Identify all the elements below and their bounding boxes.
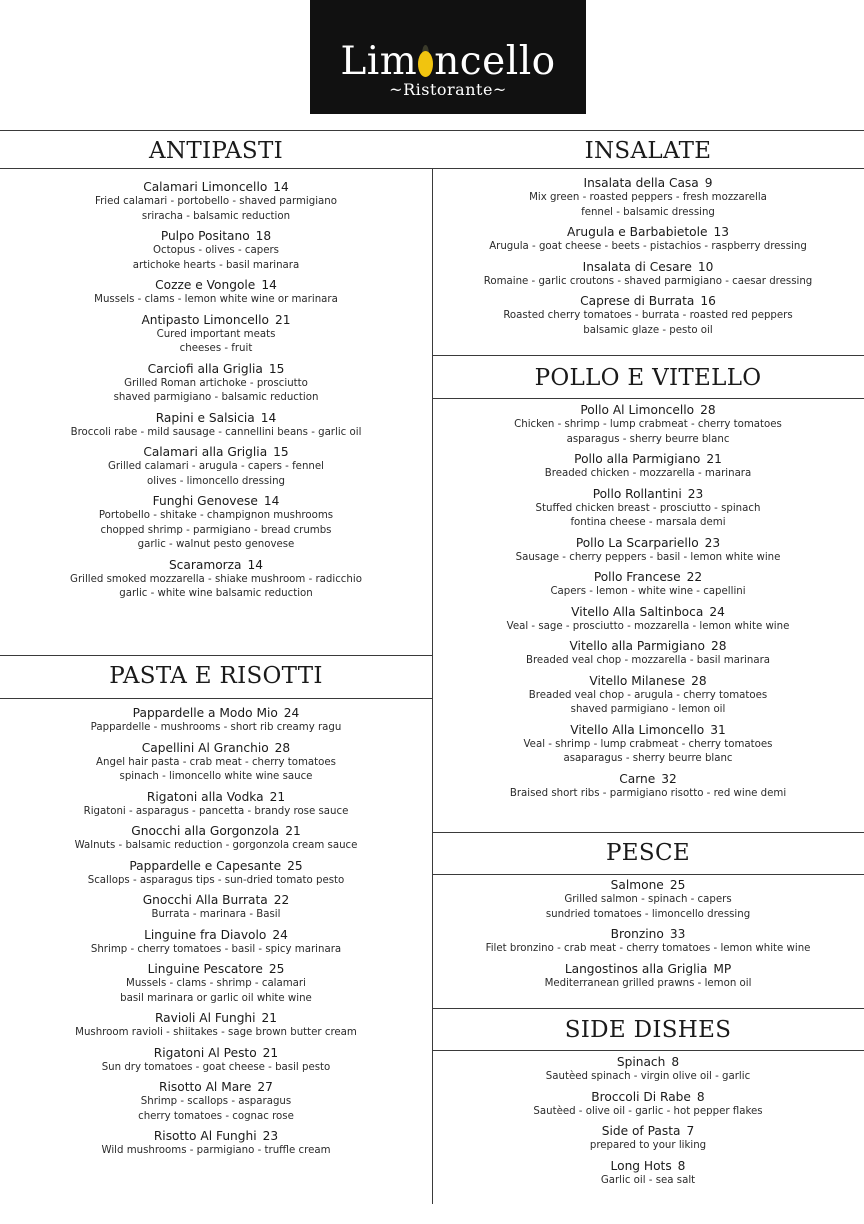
menu-item	[432, 570, 864, 600]
divider	[432, 398, 864, 399]
menu-item-name: Rapini e Salsicia	[155, 410, 255, 425]
menu-item-name: Caprese di Burrata	[580, 294, 695, 308]
divider	[432, 168, 864, 169]
menu-item-heading	[432, 260, 864, 275]
menu-item-description	[432, 738, 864, 767]
description-line: Burrata - marinara - Basil	[151, 909, 281, 920]
menu-item-heading	[432, 605, 864, 620]
menu-item-heading	[432, 1159, 864, 1174]
menu-item	[0, 1046, 432, 1076]
description-line: basil marinara or garlic oil white wine	[120, 992, 312, 1004]
description-line: Romaine - garlic croutons - shaved parmigiano - caesar dressing	[483, 275, 813, 287]
menu-item-heading	[0, 741, 432, 756]
menu-item-name: Pollo Al Limoncello	[580, 403, 695, 417]
description-line: Shrimp - cherry tomatoes - basil - spicy marinara	[90, 943, 342, 955]
menu-item-description	[432, 1139, 864, 1154]
description-line: Mussels - clams - lemon white wine or marinara	[94, 294, 338, 305]
menu-item-description	[432, 309, 864, 338]
menu-item-price: 8	[696, 1089, 705, 1104]
menu-item-name: Pappardelle a Modo Mio	[132, 706, 278, 720]
menu-item-description	[432, 1070, 864, 1085]
menu-item-name: Broccoli Di Rabe	[591, 1089, 691, 1104]
menu-item-description	[432, 502, 864, 531]
menu-item-heading	[432, 1090, 864, 1105]
logo-title: Lim ncello	[340, 39, 556, 84]
description-line: fontina cheese - marsala demi	[570, 517, 726, 528]
description-line: chopped shrimp - parmigiano - bread crumbs	[100, 524, 332, 536]
description-line: spinach - limoncello white wine sauce	[119, 771, 313, 782]
description-line: Fried calamari - portobello - shaved parmigiano	[95, 196, 337, 207]
menu-item-name: Gnocchi alla Gorgonzola	[131, 824, 280, 838]
menu-item-price: 28	[274, 740, 291, 755]
menu-item-name: Risotto Al Mare	[159, 1080, 252, 1094]
menu-item-name: Arugula e Barbabietole	[567, 225, 708, 239]
menu-item-description	[0, 377, 432, 406]
menu-item-description	[432, 787, 864, 802]
menu-item	[432, 878, 864, 922]
description-line: Veal - sage - prosciutto - mozzarella - lemon white wine	[506, 620, 790, 632]
description-line: Filet bronzino - crab meat - cherry tomatoes - lemon white wine	[485, 943, 811, 954]
menu-item-price: 21	[275, 312, 291, 327]
divider	[432, 1008, 864, 1009]
description-line: Mediterranean grilled prawns - lemon oil	[544, 977, 752, 989]
menu-item-name: Antipasto Limoncello	[141, 312, 270, 327]
description-line: Grilled calamari - arugula - capers - fennel	[108, 461, 324, 472]
section-title-sides: SIDE DISHES	[564, 1017, 732, 1043]
menu-item-description	[0, 1144, 432, 1159]
menu-item-name: Linguine Pescatore	[147, 962, 263, 976]
divider	[432, 1050, 864, 1051]
menu-item-description	[0, 977, 432, 1006]
description-line: Octopus - olives - capers	[153, 245, 279, 256]
menu-item-price: 25	[268, 962, 285, 976]
menu-item-price: 22	[273, 893, 290, 907]
menu-item-heading	[0, 824, 432, 839]
menu-item-description	[0, 908, 432, 923]
menu-item-name: Cozze e Vongole	[155, 278, 256, 292]
menu-item-description	[0, 805, 432, 820]
description-line: asparagus - sherry beurre blanc	[566, 433, 730, 445]
menu-item-heading	[432, 772, 864, 787]
menu-item-price: 21	[261, 1011, 278, 1025]
menu-item	[0, 180, 432, 224]
menu-item-heading	[0, 928, 432, 943]
sides-list	[432, 1055, 864, 1193]
menu-item-description	[432, 1105, 864, 1120]
menu-item-heading	[0, 278, 432, 293]
menu-item-name: Pulpo Positano	[160, 229, 250, 243]
menu-item	[432, 1055, 864, 1085]
description-line: Breaded chicken - mozzarella - marinara	[544, 468, 752, 479]
menu-item-name: Pollo Rollantini	[592, 486, 682, 501]
menu-item-heading	[0, 893, 432, 908]
menu-item-price: 31	[710, 722, 726, 737]
menu-item-name: Pollo alla Parmigiano	[574, 452, 701, 466]
menu-item	[0, 706, 432, 736]
menu-item	[0, 411, 432, 441]
menu-item-heading	[0, 558, 432, 573]
section-title-antipasti: ANTIPASTI	[148, 138, 284, 164]
menu-item-description	[432, 1174, 864, 1189]
menu-item-description	[0, 293, 432, 308]
menu-item	[0, 313, 432, 357]
menu-item-heading	[432, 962, 864, 977]
menu-item	[432, 225, 864, 255]
divider	[0, 655, 432, 656]
menu-item-description	[0, 195, 432, 224]
menu-item	[432, 294, 864, 338]
menu-item-price: 14	[260, 410, 277, 425]
description-line: Capers - lemon - white wine - capellini	[550, 586, 746, 597]
description-line: asaparagus - sherry beurre blanc	[563, 753, 733, 764]
menu-item	[0, 893, 432, 923]
description-line: Garlic oil - sea salt	[600, 1174, 696, 1186]
menu-item-name: Capellini Al Granchio	[141, 740, 269, 755]
menu-item-name: Bronzino	[610, 927, 664, 941]
menu-item-heading	[0, 445, 432, 460]
menu-item-description	[432, 654, 864, 669]
description-line: Rigatoni - asparagus - pancetta - brandy rose sauce	[83, 805, 349, 817]
menu-item-price: 25	[287, 858, 303, 873]
menu-item-description	[432, 620, 864, 635]
description-line: Grilled smoked mozzarella - shiake mushroom - radicchio	[70, 573, 362, 585]
menu-item-name: Vitello alla Parmigiano	[569, 639, 705, 653]
logo-subtitle: ~Ristorante~	[389, 80, 507, 99]
menu-item-heading	[432, 927, 864, 942]
description-line: Angel hair pasta - crab meat - cherry tomatoes	[96, 756, 336, 768]
menu-item-description	[432, 191, 864, 220]
menu-item-price: 27	[257, 1080, 273, 1094]
menu-item	[432, 674, 864, 718]
menu-item-description	[0, 839, 432, 854]
menu-item-price: 32	[661, 771, 677, 786]
menu-item-price: 21	[706, 452, 722, 466]
menu-item	[432, 403, 864, 447]
menu-item-name: Rigatoni alla Vodka	[146, 789, 264, 804]
description-line: Walnuts - balsamic reduction - gorgonzola cream sauce	[74, 840, 358, 851]
menu-item-description	[0, 943, 432, 958]
menu-item-name: Rigatoni Al Pesto	[153, 1045, 257, 1060]
description-line: Breaded veal chop - arugula - cherry tomatoes	[528, 689, 768, 701]
menu-item-description	[0, 756, 432, 785]
menu-item-description	[432, 585, 864, 600]
menu-item-heading	[432, 1055, 864, 1070]
menu-item-price: 33	[669, 927, 686, 941]
description-line: Sautèed spinach - virgin olive oil - garlic	[545, 1071, 751, 1082]
menu-item-description	[432, 551, 864, 566]
menu-item-name: Ravioli Al Funghi	[154, 1011, 256, 1025]
menu-item-heading	[432, 639, 864, 654]
menu-item	[432, 487, 864, 531]
menu-item-description	[0, 721, 432, 736]
menu-item	[0, 928, 432, 958]
menu-item	[0, 445, 432, 489]
menu-item-description	[0, 460, 432, 489]
menu-item-price: 15	[273, 445, 289, 459]
menu-item-name: Salmone	[610, 878, 664, 892]
menu-item	[432, 1124, 864, 1154]
menu-item-price: 16	[700, 294, 716, 308]
menu-item	[0, 1080, 432, 1124]
menu-item-heading	[0, 1129, 432, 1144]
menu-item-name: Vitello Alla Limoncello	[570, 722, 705, 737]
lemon-icon	[418, 51, 433, 77]
menu-item-heading	[432, 487, 864, 502]
menu-item-name: Gnocchi Alla Burrata	[142, 893, 268, 907]
menu-item	[0, 962, 432, 1006]
menu-item-name: Insalata di Cesare	[582, 259, 692, 274]
menu-item-heading	[432, 294, 864, 309]
divider	[432, 832, 864, 833]
menu-item-heading	[0, 1011, 432, 1026]
menu-item-heading	[432, 225, 864, 240]
description-line: sundried tomatoes - limoncello dressing	[545, 908, 751, 920]
menu-item-heading	[0, 1046, 432, 1061]
menu-item	[0, 558, 432, 602]
menu-item-description	[0, 1095, 432, 1124]
description-line: garlic - white wine balsamic reduction	[119, 588, 313, 599]
menu-item	[0, 1129, 432, 1159]
menu-item	[0, 278, 432, 308]
description-line: shaved parmigiano - lemon oil	[570, 704, 726, 715]
description-line: cherry tomatoes - cognac rose	[138, 1110, 294, 1122]
menu-item-price: 21	[262, 1045, 279, 1060]
menu-item-name: Carne	[619, 771, 656, 786]
description-line: Breaded veal chop - mozzarella - basil marinara	[525, 655, 771, 666]
pollo-list	[432, 403, 864, 806]
menu-item	[432, 605, 864, 635]
menu-item-price: 24	[283, 706, 300, 720]
menu-item-price: 9	[704, 176, 713, 190]
menu-item-description	[0, 244, 432, 273]
menu-item	[432, 260, 864, 290]
menu-item-price: 24	[709, 604, 725, 619]
divider	[0, 698, 432, 699]
description-line: Scallops - asparagus tips - sun-dried tomato pesto	[87, 874, 345, 886]
menu-item-description	[432, 942, 864, 957]
menu-item-price: 28	[711, 639, 727, 653]
description-line: Pappardelle - mushrooms - short rib creamy ragu	[90, 722, 342, 733]
menu-item-name: Pollo Francese	[593, 570, 681, 584]
menu-item-name: Langostinos alla Griglia	[564, 961, 708, 976]
menu-item-price: 23	[262, 1129, 279, 1143]
menu-item-price: 21	[285, 824, 301, 838]
menu-item-heading	[0, 494, 432, 509]
menu-item-description	[432, 977, 864, 992]
menu-item-heading	[0, 790, 432, 805]
menu-item-description	[0, 328, 432, 357]
menu-item	[0, 229, 432, 273]
menu-item-price: 21	[269, 789, 286, 804]
menu-item	[432, 772, 864, 802]
menu-item-description	[0, 509, 432, 553]
section-title-insalate: INSALATE	[584, 138, 712, 164]
menu-item-name: Scaramorza	[168, 557, 242, 572]
description-line: Arugula - goat cheese - beets - pistachios - raspberry dressing	[489, 241, 807, 252]
menu-item-heading	[432, 570, 864, 585]
divider	[432, 355, 864, 356]
menu-item-heading	[0, 411, 432, 426]
description-line: prepared to your liking	[589, 1140, 707, 1151]
menu-item-price: 14	[263, 494, 280, 508]
menu-item	[0, 790, 432, 820]
section-title-pollo: POLLO E VITELLO	[534, 365, 762, 391]
description-line: Chicken - shrimp - lump crabmeat - cherry tomatoes	[514, 419, 782, 430]
description-line: sriracha - balsamic reduction	[141, 210, 291, 222]
menu-item-name: Side of Pasta	[601, 1124, 681, 1138]
menu-item-name: Insalata della Casa	[583, 176, 699, 190]
description-line: garlic - walnut pesto genovese	[137, 539, 295, 550]
menu-item-price: 28	[691, 673, 707, 688]
menu-item-heading	[0, 859, 432, 874]
menu-item	[0, 741, 432, 785]
menu-item-price: 8	[677, 1158, 686, 1173]
menu-item	[432, 927, 864, 957]
menu-item	[0, 859, 432, 889]
description-line: Veal - shrimp - lump crabmeat - cherry tomatoes	[523, 738, 773, 750]
menu-item-price: 14	[273, 180, 289, 194]
menu-item-price: MP	[713, 961, 732, 976]
restaurant-logo	[310, 0, 586, 114]
menu-item-heading	[432, 674, 864, 689]
description-line: Shrimp - scallops - asparagus	[140, 1096, 292, 1107]
menu-item-heading	[432, 403, 864, 418]
menu-item-heading	[0, 1080, 432, 1095]
description-line: Sun dry tomatoes - goat cheese - basil pesto	[101, 1061, 331, 1073]
description-line: fennel - balsamic dressing	[581, 206, 715, 218]
menu-item	[432, 639, 864, 669]
menu-item-name: Carciofi alla Griglia	[147, 361, 263, 376]
menu-item-heading	[432, 878, 864, 893]
menu-item-name: Calamari Limoncello	[143, 180, 268, 194]
menu-item-heading	[0, 706, 432, 721]
menu-item-price: 18	[255, 229, 272, 243]
pesce-list	[432, 878, 864, 996]
description-line: Mushroom ravioli - shiitakes - sage brown butter cream	[75, 1027, 357, 1038]
menu-item-price: 8	[671, 1055, 680, 1069]
description-line: shaved parmigiano - balsamic reduction	[113, 392, 319, 403]
menu-item	[432, 176, 864, 220]
description-line: Braised short ribs - parmigiano risotto - red wine demi	[509, 787, 787, 799]
menu-item-price: 22	[686, 570, 703, 584]
menu-item	[432, 1159, 864, 1189]
menu-item-price: 15	[268, 361, 285, 376]
menu-item-price: 7	[686, 1124, 695, 1138]
description-line: artichoke hearts - basil marinara	[132, 259, 300, 271]
description-line: Mix green - roasted peppers - fresh mozzarella	[529, 192, 767, 203]
description-line: Grilled salmon - spinach - capers	[564, 894, 732, 905]
description-line: Cured important meats	[156, 328, 276, 340]
menu-item-description	[432, 467, 864, 482]
menu-item	[432, 962, 864, 992]
menu-item	[0, 824, 432, 854]
menu-item-heading	[0, 362, 432, 377]
menu-item-description	[432, 418, 864, 447]
menu-item-price: 28	[700, 403, 716, 417]
description-line: Mussels - clams - shrimp - calamari	[126, 978, 306, 989]
menu-item-description	[432, 689, 864, 718]
section-title-pesce: PESCE	[606, 840, 690, 866]
menu-item-name: Vitello Milanese	[589, 673, 686, 688]
menu-item-description	[0, 1026, 432, 1041]
menu-item-heading	[0, 229, 432, 244]
menu-item-description	[0, 874, 432, 889]
menu-item-description	[0, 573, 432, 602]
menu-item-name: Long Hots	[610, 1158, 672, 1173]
description-line: balsamic glaze - pesto oil	[583, 324, 713, 336]
description-line: Sausage - cherry peppers - basil - lemon white wine	[515, 551, 781, 563]
description-line: Stuffed chicken breast - prosciutto - spinach	[535, 502, 761, 514]
divider	[0, 168, 432, 169]
description-line: Broccoli rabe - mild sausage - cannellini beans - garlic oil	[70, 426, 362, 438]
pasta-list	[0, 706, 432, 1164]
menu-item-description	[432, 240, 864, 255]
menu-item-name: Calamari alla Griglia	[143, 445, 268, 459]
menu-item-name: Pappardelle e Capesante	[129, 858, 282, 873]
menu-item-price: 25	[669, 878, 686, 892]
menu-item-description	[0, 426, 432, 441]
menu-item-name: Vitello Alla Saltinboca	[571, 604, 704, 619]
description-line: Grilled Roman artichoke - prosciutto	[124, 377, 308, 389]
divider	[432, 874, 864, 875]
description-line: cheeses - fruit	[179, 343, 253, 354]
menu-item-name: Funghi Genovese	[152, 494, 258, 508]
menu-item-description	[432, 275, 864, 290]
menu-item	[432, 536, 864, 566]
description-line: Sautèed - olive oil - garlic - hot pepper flakes	[533, 1105, 763, 1117]
menu-item-price: 13	[713, 225, 729, 239]
menu-item	[432, 723, 864, 767]
menu-item-price: 14	[247, 557, 264, 572]
menu-item-heading	[0, 962, 432, 977]
section-title-pasta: PASTA E RISOTTI	[109, 663, 323, 689]
menu-item-heading	[432, 452, 864, 467]
description-line: Roasted cherry tomatoes - burrata - roasted red peppers	[503, 310, 793, 321]
menu-item-price: 23	[687, 486, 704, 501]
menu-item	[432, 1090, 864, 1120]
menu-item	[0, 362, 432, 406]
insalate-list	[432, 176, 864, 343]
menu-item-heading	[432, 723, 864, 738]
menu-item	[0, 494, 432, 553]
menu-item-price: 24	[272, 927, 288, 942]
divider	[0, 130, 864, 131]
menu-item	[0, 1011, 432, 1041]
menu-item-name: Risotto Al Funghi	[153, 1129, 257, 1143]
menu-item-price: 23	[704, 535, 721, 550]
menu-item-price: 14	[261, 278, 277, 292]
menu-item-name: Linguine fra Diavolo	[144, 927, 267, 942]
menu-item-heading	[432, 1124, 864, 1139]
menu-item-heading	[0, 180, 432, 195]
menu-item-name: Pollo La Scarpariello	[575, 535, 699, 550]
menu-item-heading	[432, 536, 864, 551]
menu-item	[432, 452, 864, 482]
menu-item-description	[0, 1061, 432, 1076]
antipasti-list	[0, 180, 432, 607]
menu-item-description	[432, 893, 864, 922]
description-line: Wild mushrooms - parmigiano - truffle cream	[101, 1145, 331, 1156]
menu-item-heading	[432, 176, 864, 191]
description-line: olives - limoncello dressing	[147, 475, 285, 487]
menu-item-name: Spinach	[616, 1055, 666, 1069]
menu-item-price: 10	[697, 259, 714, 274]
menu-item-heading	[0, 313, 432, 328]
description-line: Portobello - shitake - champignon mushrooms	[98, 510, 334, 521]
